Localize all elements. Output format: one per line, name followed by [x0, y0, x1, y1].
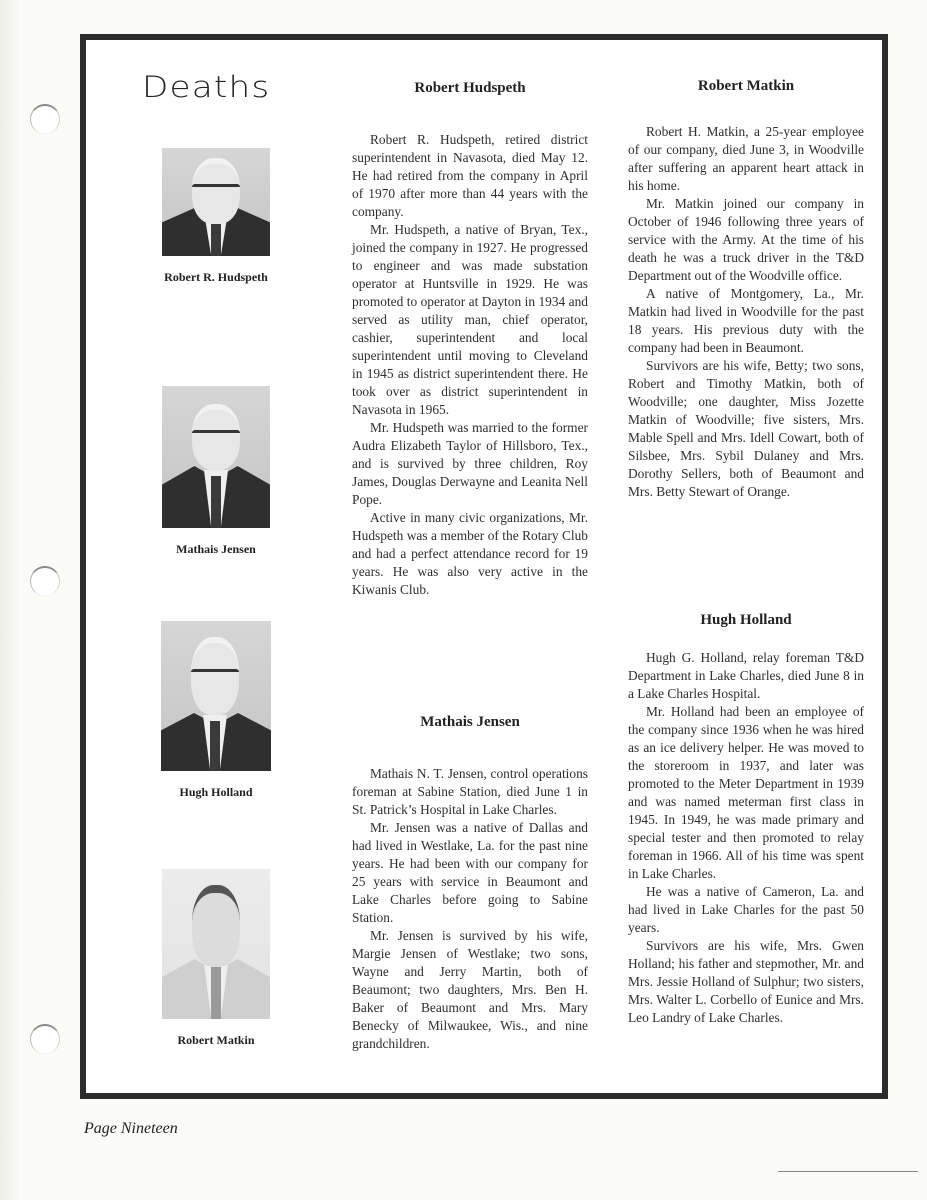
footer-rule [778, 1171, 918, 1172]
paragraph: Mr. Jensen is survived by his wife, Margie Jensen of Westlake; two sons, Wayne and Jerry Martin, both of Beaumont; two daughters, Mrs. Ben H. Baker of Beaumont and Mrs. Mary Benecky of Milwaukee, Wis., and nine grandchildren. [352, 928, 588, 1051]
paragraph: He was a native of Cameron, La. and had lived in Lake Charles for the past 50 years. [628, 884, 864, 935]
article-body [628, 649, 864, 1027]
paragraph: Robert H. Matkin, a 25-year employee of our company, died June 3, in Woodville after suffering an apparent heart attack in his home. [628, 124, 864, 193]
binder-hole [30, 104, 60, 134]
article-matkin [628, 78, 864, 501]
photo-block-jensen [141, 386, 291, 557]
photo-caption: Mathais Jensen [176, 542, 256, 556]
portrait-photo [162, 386, 270, 528]
paragraph: Mathais N. T. Jensen, control operations foreman at Sabine Station, died June 1 in St. Patrick’s Hospital in Lake Charles. [352, 766, 588, 817]
paragraph: Survivors are his wife, Betty; two sons, Robert and Timothy Matkin, both of Woodville; one daughter, Miss Jozette Matkin of Woodville; five sisters, Mrs. Mable Spell and Mrs. Idell Cowart, both of Silsbee, Mrs. Sybil Dulaney and Mrs. Dorothy Sellers, both of Beaumont and Mrs. Betty Stewart of Orange. [628, 358, 864, 499]
article-heading: Robert Matkin [697, 78, 795, 94]
binder-hole [30, 566, 60, 596]
article-hudspeth [352, 80, 588, 599]
photo-block-holland [141, 621, 291, 800]
paragraph: Active in many civic organizations, Mr. Hudspeth was a member of the Rotary Club and had a perfect attendance record for 19 years. He was also very active in the Kiwanis Club. [352, 510, 588, 597]
binder-hole [30, 1024, 60, 1054]
portrait-photo [162, 869, 270, 1019]
page-title: Deaths [142, 70, 271, 104]
photo-caption: Robert Matkin [177, 1033, 255, 1047]
article-heading: Mathais Jensen [420, 714, 520, 730]
paragraph: Robert R. Hudspeth, retired district superintendent in Navasota, died May 12. He had retired from the company in April of 1970 after more than 44 years with the company. [352, 132, 588, 219]
paragraph: Mr. Matkin joined our company in October of 1946 following three years of service with the Army. At the time of his death he was a truck driver in the T&D Department out of the Woodville office. [628, 196, 864, 283]
article-jensen [352, 714, 588, 1053]
paper-edge [0, 0, 18, 1200]
article-body [352, 131, 588, 599]
article-heading: Robert Hudspeth [414, 80, 526, 96]
article-holland [628, 612, 864, 1027]
paragraph: Mr. Holland had been an employee of the company since 1936 when he was hired as an ice delivery helper. He was moved to the storeroom in 1937, and later was promoted to the Meter Department in 1939 and was named meterman first class in 1945. In 1949, he was made primary and special tester and then promoted to relay foreman in 1966. All of his time was spent in Lake Charles. [628, 704, 864, 881]
portrait-photo [162, 148, 270, 256]
paragraph: Mr. Jensen was a native of Dallas and had lived in Westlake, La. for the past nine years. He had been with our company for 25 years with service in Beaumont and Lake Charles before going to Sabine Station. [352, 820, 588, 925]
paragraph: Mr. Hudspeth, a native of Bryan, Tex., joined the company in 1927. He progressed to engineer and was made substation operator at Huntsville in 1929. He was promoted to operator at Dayton in 1934 and served as utility man, chief operator, cashier, superintendent and local superintendent until moving to Cleveland in 1945 as district superintendent there. He took over as district superintendent in Navasota in 1965. [352, 222, 588, 417]
paragraph: Hugh G. Holland, relay foreman T&D Department in Lake Charles, died June 8 in a Lake Charles Hospital. [628, 650, 864, 701]
article-body [628, 123, 864, 501]
article-heading: Hugh Holland [700, 612, 792, 628]
photo-caption: Hugh Holland [179, 785, 253, 799]
paragraph: Survivors are his wife, Mrs. Gwen Holland; his father and stepmother, Mr. and Mrs. Jessie Holland of Sulphur; two sisters, Mrs. Walter L. Corbello of Eunice and Mrs. Leo Landry of Lake Charles. [628, 938, 864, 1025]
photo-block-hudspeth [141, 148, 291, 285]
photo-block-matkin [141, 869, 291, 1048]
page-frame [80, 34, 888, 1099]
page-number: Page Nineteen [84, 1120, 178, 1137]
article-body [352, 765, 588, 1053]
paragraph: A native of Montgomery, La., Mr. Matkin had lived in Woodville for the past 18 years. His previous duty with the company had been in Beaumont. [628, 286, 864, 355]
portrait-photo [161, 621, 271, 771]
photo-caption: Robert R. Hudspeth [164, 270, 268, 284]
paragraph: Mr. Hudspeth was married to the former Audra Elizabeth Taylor of Hillsboro, Tex., and is survived by three children, Roy James, Douglas Derwayne and Leanita Nell Pope. [352, 420, 588, 507]
